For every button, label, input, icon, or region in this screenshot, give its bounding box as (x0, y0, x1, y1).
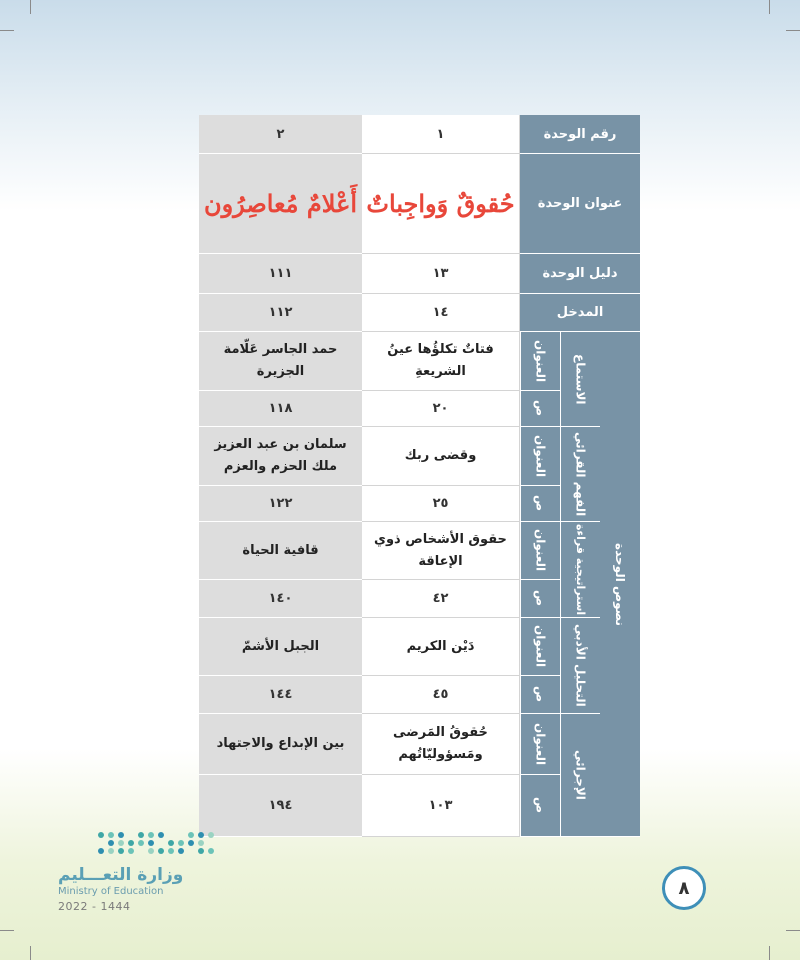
unit1-title: حُقوقٌ وَواجِباتٌ (362, 154, 520, 254)
title-label: العنوان (520, 618, 560, 676)
section-listening: الاستماع (560, 332, 600, 427)
logo-dot (178, 840, 184, 846)
logo-dot (148, 840, 154, 846)
logo-dot (118, 832, 124, 838)
logo-dot (108, 848, 114, 854)
unit2-number: ٢ (199, 115, 362, 154)
unit2-literary-title: الجبل الأشمّ (199, 618, 362, 676)
logo-dot (158, 832, 164, 838)
unit-texts-header: نصوص الوحدة (600, 332, 640, 837)
unit1-number: ١ (362, 115, 520, 154)
unit2-guide-page: ١١١ (199, 254, 362, 294)
logo-dot (188, 840, 194, 846)
logo-dot (198, 848, 204, 854)
crop-mark (769, 946, 770, 960)
logo-dot (118, 848, 124, 854)
edition-year: 2022 - 1444 (58, 900, 131, 913)
logo-dot (188, 848, 194, 854)
unit2-comprehension-page: ١٢٢ (199, 486, 362, 522)
logo-dot (148, 848, 154, 854)
ministry-logo (58, 832, 198, 932)
title-label: العنوان (520, 332, 560, 391)
title-label: العنوان (520, 522, 560, 580)
unit2-strategy-page: ١٤٠ (199, 580, 362, 618)
logo-dot (98, 832, 104, 838)
page-label: ص (520, 775, 560, 837)
unit2-strategy-title: قافية الحياة (199, 522, 362, 580)
logo-dot (138, 832, 144, 838)
logo-dot (208, 848, 214, 854)
unit1-literary-page: ٤٥ (362, 676, 520, 714)
logo-dot (198, 840, 204, 846)
unit1-listening-title: فتاتٌ تكلؤُها عينُ الشريعةِ (362, 332, 520, 391)
unit1-guide-page: ١٣ (362, 254, 520, 294)
logo-dot (168, 832, 174, 838)
unit2-intro-page: ١١٢ (199, 294, 362, 332)
page-label: ص (520, 391, 560, 427)
logo-dot (148, 832, 154, 838)
logo-dot (128, 848, 134, 854)
unit2-procedural-page: ١٩٤ (199, 775, 362, 837)
logo-dot (158, 840, 164, 846)
logo-dot (128, 840, 134, 846)
unit1-procedural-title: حُقوقُ المَرضى ومَسؤوليّاتُهم (362, 714, 520, 775)
unit2-listening-page: ١١٨ (199, 391, 362, 427)
section-procedural: الإجرائي (560, 714, 600, 837)
unit2-comprehension-title: سلمان بن عبد العزيز ملك الحزم والعزم (199, 427, 362, 486)
logo-dot (158, 848, 164, 854)
section-reading-strategy: استراتيجية قراءة (560, 522, 600, 618)
ministry-name-english: Ministry of Education (58, 886, 164, 897)
logo-dot (168, 840, 174, 846)
unit1-strategy-title: حقوق الأشخاص ذوي الإعاقة (362, 522, 520, 580)
unit2-literary-page: ١٤٤ (199, 676, 362, 714)
unit1-comprehension-title: وقضى ربك (362, 427, 520, 486)
page-number: ٨ (662, 866, 706, 910)
unit1-intro-page: ١٤ (362, 294, 520, 332)
intro-header: المدخل (520, 294, 640, 332)
unit-number-header: رقم الوحدة (520, 115, 640, 154)
logo-dot (168, 848, 174, 854)
logo-dot (178, 832, 184, 838)
crop-mark (769, 0, 770, 14)
crop-mark (0, 30, 14, 31)
section-literary-analysis: التحليل الأدبي (560, 618, 600, 714)
unit2-listening-title: حمد الجاسر عَلّامة الجزيرة (199, 332, 362, 391)
page-label: ص (520, 676, 560, 714)
unit-title-header: عنوان الوحدة (520, 154, 640, 254)
crop-mark (786, 30, 800, 31)
units-contents-table (199, 115, 640, 837)
crop-mark (786, 930, 800, 931)
logo-dot (188, 832, 194, 838)
ministry-logo-dots (98, 832, 215, 854)
crop-mark (0, 930, 14, 931)
logo-dot (98, 848, 104, 854)
unit2-title: أَعْلامٌ مُعاصِرُون (199, 154, 362, 254)
unit-guide-header: دليل الوحدة (520, 254, 640, 294)
logo-dot (178, 848, 184, 854)
logo-dot (98, 840, 104, 846)
title-label: العنوان (520, 427, 560, 486)
logo-dot (138, 848, 144, 854)
logo-dot (208, 840, 214, 846)
logo-dot (198, 832, 204, 838)
unit1-procedural-page: ١٠٣ (362, 775, 520, 837)
logo-dot (208, 832, 214, 838)
unit1-listening-page: ٢٠ (362, 391, 520, 427)
unit2-procedural-title: بين الإبداع والاجتهاد (199, 714, 362, 775)
unit1-comprehension-page: ٢٥ (362, 486, 520, 522)
crop-mark (30, 0, 31, 14)
logo-dot (108, 840, 114, 846)
page-label: ص (520, 580, 560, 618)
unit1-literary-title: دَيْن الكريم (362, 618, 520, 676)
crop-mark (30, 946, 31, 960)
logo-dot (108, 832, 114, 838)
unit1-strategy-page: ٤٢ (362, 580, 520, 618)
logo-dot (118, 840, 124, 846)
title-label: العنوان (520, 714, 560, 775)
section-reading-comprehension: الفهم القرائي (560, 427, 600, 522)
logo-dot (128, 832, 134, 838)
logo-dot (138, 840, 144, 846)
ministry-name-arabic: وزارة التعـــليم (58, 865, 184, 885)
page-label: ص (520, 486, 560, 522)
